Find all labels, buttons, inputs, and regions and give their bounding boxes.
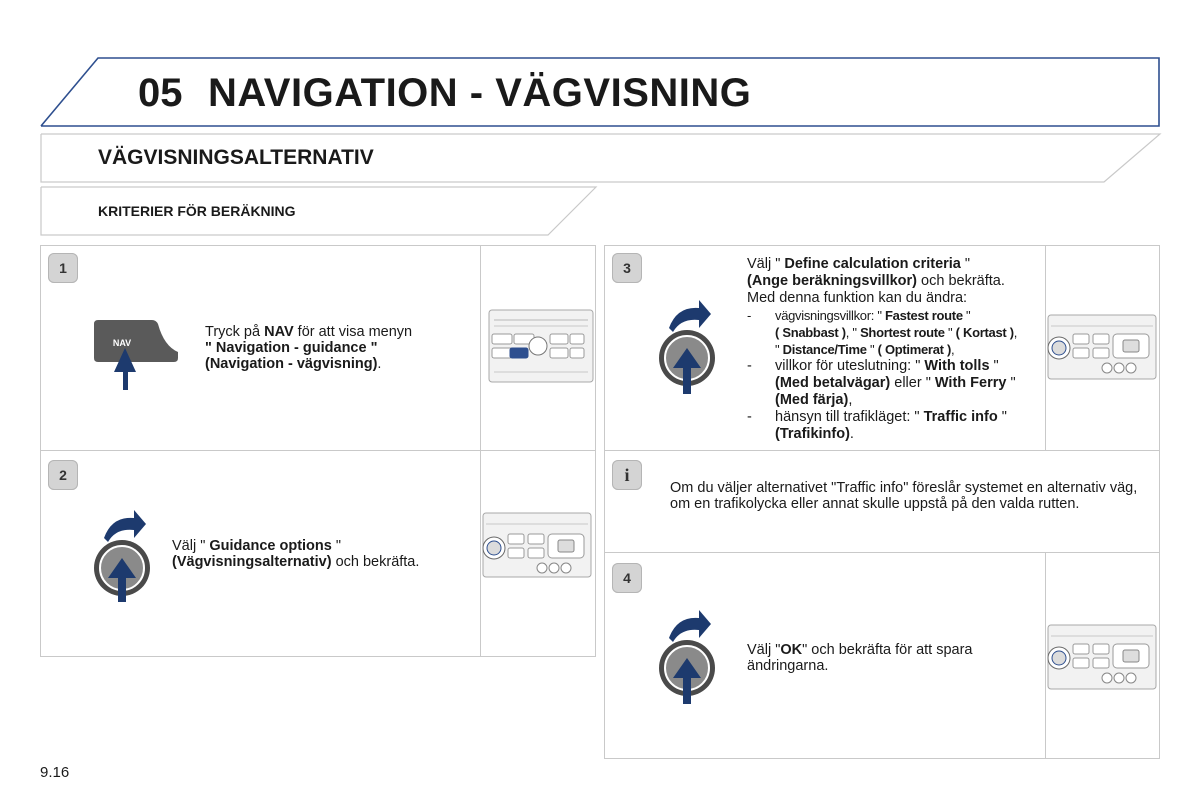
page-number: 9.16: [40, 764, 70, 781]
info-icon: i: [612, 460, 642, 490]
subsection-header: [40, 186, 598, 236]
step-3-badge: 3: [612, 253, 642, 283]
device-panel-2: [482, 510, 592, 580]
nav-button-illustration: [92, 318, 184, 392]
right-divider-2: [604, 552, 1160, 553]
subsection-title: KRITERIER FÖR BERÄKNING: [98, 203, 296, 219]
info-text: Om du väljer alternativet "Traffic info" föreslår systemet en alternativ väg, om en trafikolycka eller annat skulle uppstå på den valda rutten.: [670, 480, 1138, 512]
chapter-number: 05: [138, 71, 183, 115]
step-4-text: Välj "OK" och bekräfta för att spara ändringarna.: [747, 642, 973, 674]
right-image-separator-1: [1045, 245, 1046, 450]
device-panel-4: [1047, 622, 1157, 692]
device-panel-1: [488, 306, 594, 386]
step-2-text: Välj " Guidance options " (Vägvisningsalternativ) och bekräfta.: [172, 538, 420, 570]
nav-key-label: NAV: [112, 338, 132, 348]
section-title: VÄGVISNINGSALTERNATIV: [98, 146, 374, 169]
chapter-title: NAVIGATION - VÄGVISNING: [208, 71, 752, 115]
section-header: [40, 133, 1162, 183]
rotary-knob-illustration-3: [655, 298, 725, 398]
left-image-separator: [480, 245, 481, 657]
step-1-text: Tryck på NAV för att visa menyn " Navigation - guidance " (Navigation - vägvisning).: [205, 324, 413, 372]
left-divider: [40, 450, 596, 451]
device-panel-3: [1047, 312, 1157, 382]
right-image-separator-2: [1045, 552, 1046, 759]
right-divider-1: [604, 450, 1160, 451]
step-2-badge: 2: [48, 460, 78, 490]
step-4-badge: 4: [612, 563, 642, 593]
rotary-knob-illustration-2: [90, 508, 160, 604]
step-1-badge: 1: [48, 253, 78, 283]
rotary-knob-illustration-4: [655, 608, 725, 708]
step-3-text: Välj " Define calculation criteria " (Ange beräkningsvillkor) och bekräfta. Med denna funktion kan du ändra: - vägvisningsvillkor: " Fastest route " ( Snabbast ), " Shortest route " ( Kortast ), " Distance/Time " ( Optimerat ), - villkor för uteslutning: " With tolls " (Med betalvägar) eller " With Ferry " (Med färja), - hänsyn till trafikläget: " Traffic info " (Trafikinfo).: [747, 256, 1042, 443]
chapter-header: [40, 57, 1160, 127]
